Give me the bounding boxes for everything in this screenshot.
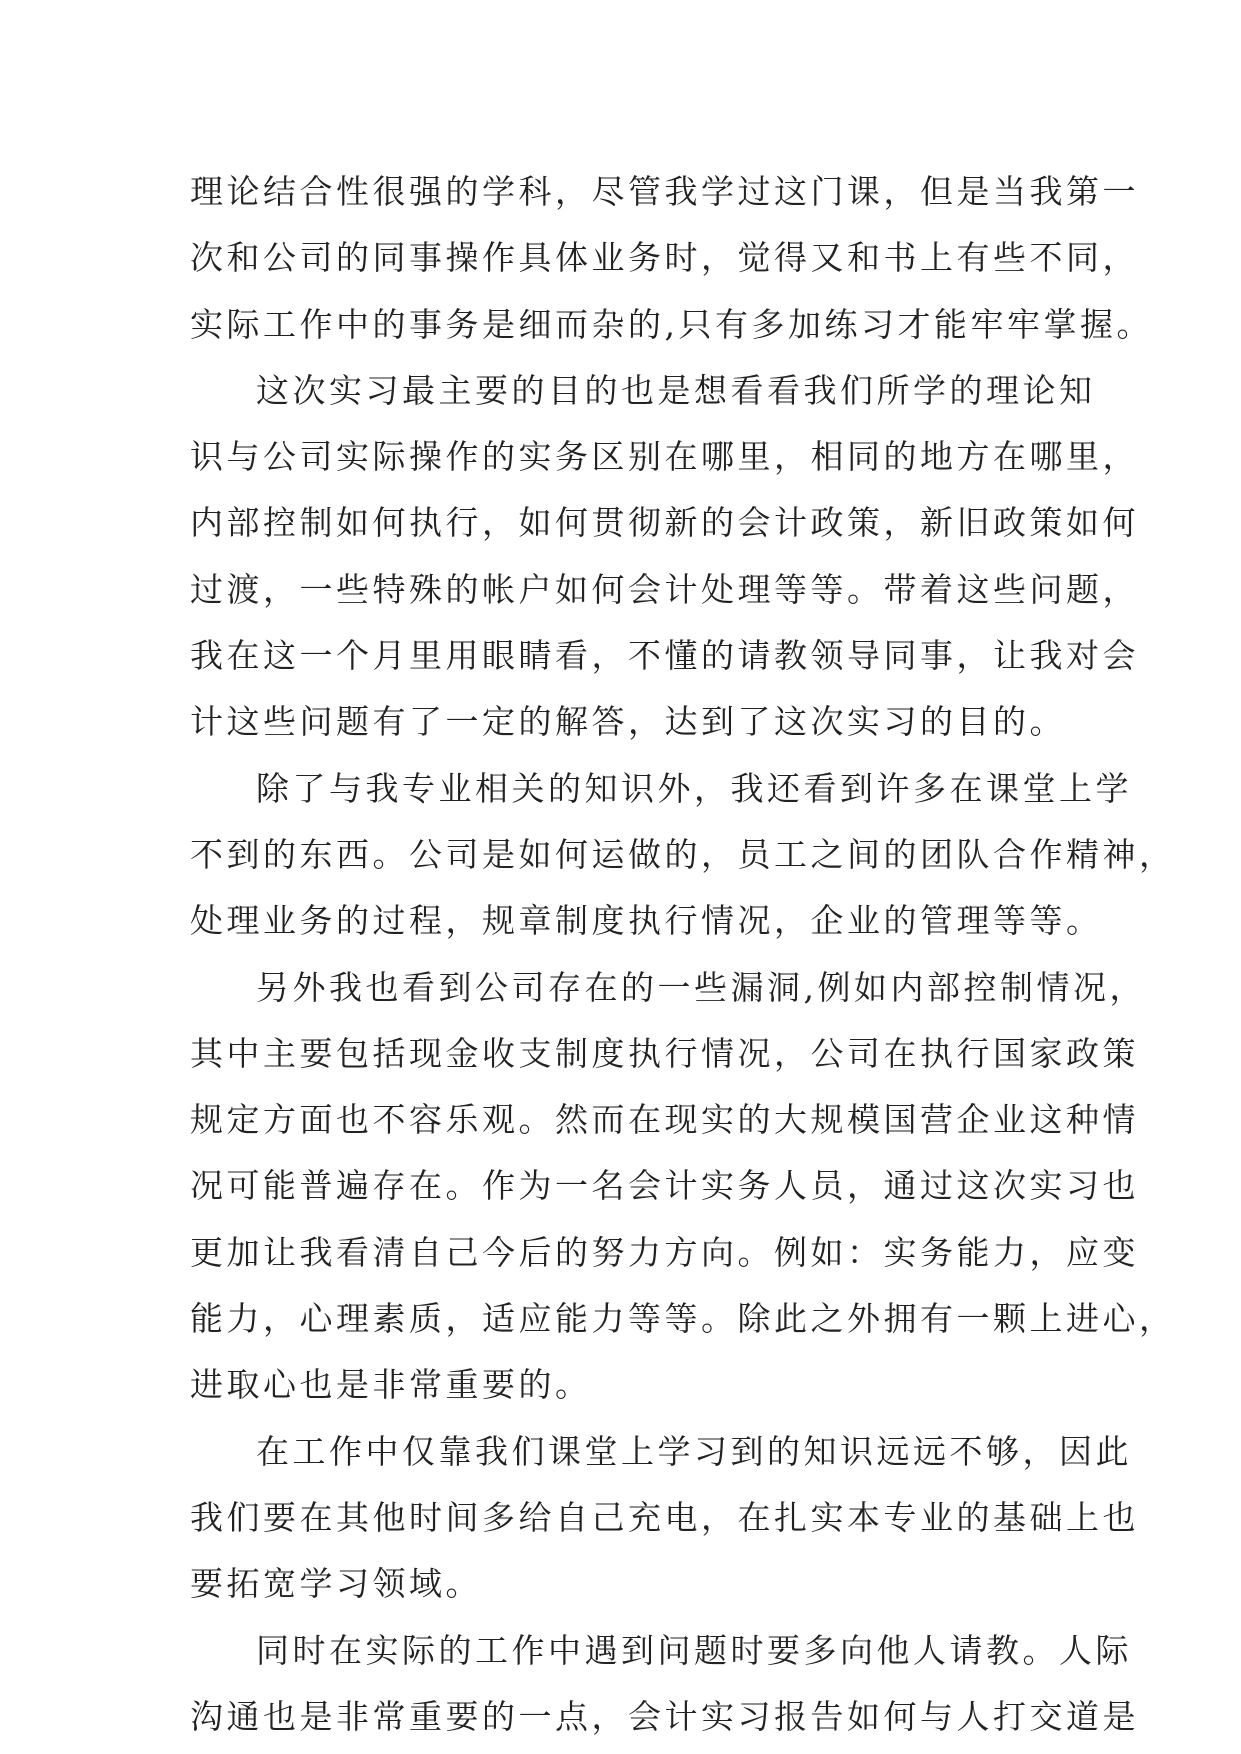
text-line: 进取心也是非常重要的。 <box>190 1365 592 1405</box>
text-line: 内部控制如何执行，如何贯彻新的会计政策，新旧政策如何 <box>190 503 1139 543</box>
paragraph-start-line: 这次实习最主要的目的也是想看看我们所学的理论知 <box>256 370 1096 410</box>
text-line: 处理业务的过程，规章制度执行情况，企业的管理等等。 <box>190 901 1103 941</box>
text-line: 能力，心理素质，适应能力等等。除此之外拥有一颗上进心， <box>190 1299 1176 1339</box>
text-line: 次和公司的同事操作具体业务时，觉得又和书上有些不同， <box>190 238 1139 278</box>
text-line: 实际工作中的事务是细而杂的,只有多加练习才能牢牢掌握。 <box>190 304 1153 344</box>
paragraph-start-line: 在工作中仅靠我们课堂上学习到的知识远远不够，因此 <box>256 1431 1132 1471</box>
text-line: 要拓宽学习领域。 <box>190 1564 482 1604</box>
text-line: 计这些问题有了一定的解答，达到了这次实习的目的。 <box>190 702 1066 742</box>
paragraph-start-line: 同时在实际的工作中遇到问题时要多向他人请教。人际 <box>256 1630 1132 1670</box>
text-line: 我在这一个月里用眼睛看，不懂的请教领导同事，让我对会 <box>190 636 1139 676</box>
text-line: 沟通也是非常重要的一点，会计实习报告如何与人打交道是 <box>190 1696 1139 1736</box>
text-line: 识与公司实际操作的实务区别在哪里，相同的地方在哪里， <box>190 437 1139 477</box>
text-line: 我们要在其他时间多给自己充电，在扎实本专业的基础上也 <box>190 1497 1139 1537</box>
text-line: 不到的东西。公司是如何运做的，员工之间的团队合作精神， <box>190 834 1176 874</box>
text-line: 其中主要包括现金收支制度执行情况，公司在执行国家政策 <box>190 1033 1139 1073</box>
document-body <box>190 159 1176 1750</box>
text-line: 理论结合性很强的学科，尽管我学过这门课，但是当我第一 <box>190 172 1139 211</box>
text-line: 况可能普遍存在。作为一名会计实务人员，通过这次实习也 <box>190 1166 1139 1206</box>
text-line: 规定方面也不容乐观。然而在现实的大规模国营企业这种情 <box>190 1100 1139 1140</box>
paragraph-start-line: 除了与我专业相关的知识外，我还看到许多在课堂上学 <box>256 768 1132 808</box>
text-line: 过渡，一些特殊的帐户如何会计处理等等。带着这些问题， <box>190 569 1139 609</box>
paragraph-start-line: 另外我也看到公司存在的一些漏洞,例如内部控制情况， <box>256 967 1146 1007</box>
text-line: 更加让我看清自己今后的努力方向。例如：实务能力，应变 <box>190 1232 1139 1272</box>
